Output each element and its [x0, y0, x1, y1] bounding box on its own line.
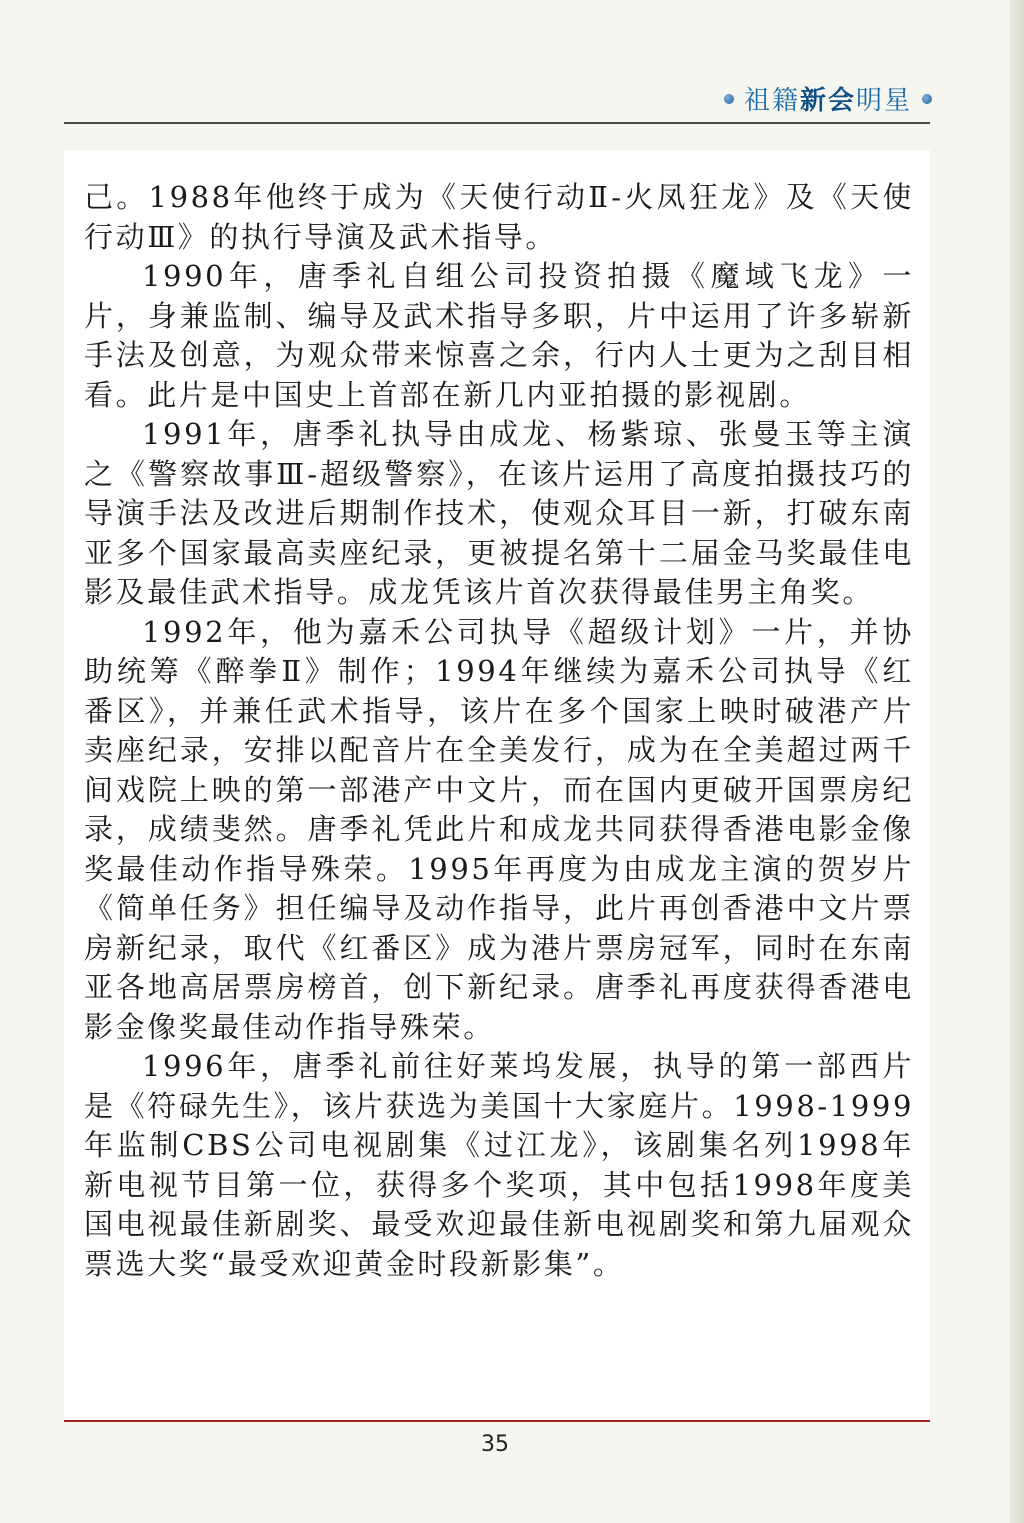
body-text — [84, 178, 914, 1284]
bullet-icon — [724, 94, 734, 104]
paragraph-5: 1996年，唐季礼前往好莱坞发展，执导的第一部西片是《符碌先生》，该片获选为美国十大家庭片。1998-1999年监制CBS公司电视剧集《过江龙》，该剧集名列1998年新电视节目第一位，获得多个奖项，其中包括1998年度美国电视最佳新剧奖、最受欢迎最佳新电视剧奖和第九届观众票选大奖“最受欢迎黄金时段新影集”。 — [84, 1049, 914, 1281]
bullet-icon — [922, 94, 932, 104]
paragraph-2: 1990年，唐季礼自组公司投资拍摄《魔域飞龙》一片，身兼监制、编导及武术指导多职，片中运用了许多崭新手法及创意，为观众带来惊喜之余，行内人士更为之刮目相看。此片是中国史上首部在新几内亚拍摄的影视剧。 — [84, 259, 914, 412]
header-title — [744, 80, 912, 117]
paragraph-1: 己。1988年他终于成为《天使行动Ⅱ-火凤狂龙》及《天使行动Ⅲ》的执行导演及武术指导。 — [84, 180, 914, 254]
header-title-part3: 明星 — [855, 86, 912, 116]
header-title-part1: 祖籍 — [743, 86, 800, 116]
paragraph-4: 1992年，他为嘉禾公司执导《超级计划》一片，并协助统筹《醉拳Ⅱ》制作；1994年继续为嘉禾公司执导《红番区》，并兼任武术指导，该片在多个国家上映时破港产片卖座纪录，安排以配音片在全美发行，成为在全美超过两千间戏院上映的第一部港产中文片，而在国内更破开国票房纪录，成绩斐然。唐季礼凭此片和成龙共同获得香港电影金像奖最佳动作指导殊荣。1995年再度为由成龙主演的贺岁片《简单任务》担任编导及动作指导，此片再创香港中文片票房新纪录，取代《红番区》成为港片票房冠军，同时在东南亚各地高居票房榜首，创下新纪录。唐季礼再度获得香港电影金像奖最佳动作指导殊荣。 — [84, 614, 914, 1044]
running-header — [724, 80, 932, 117]
page-number: 35 — [481, 1432, 509, 1457]
paragraph-3: 1991年，唐季礼执导由成龙、杨紫琼、张曼玉等主演之《警察故事Ⅲ-超级警察》，在该片运用了高度拍摄技巧的导演手法及改进后期制作技术，使观众耳目一新，打破东南亚多个国家最高卖座纪录，更被提名第十二届金马奖最佳电影及最佳武术指导。成龙凭该片首次获得最佳男主角奖。 — [84, 417, 914, 609]
page-spine — [1010, 0, 1024, 1523]
header-rule — [64, 122, 930, 124]
header-title-part2: 新会 — [799, 86, 856, 116]
footer-rule — [64, 1420, 930, 1422]
